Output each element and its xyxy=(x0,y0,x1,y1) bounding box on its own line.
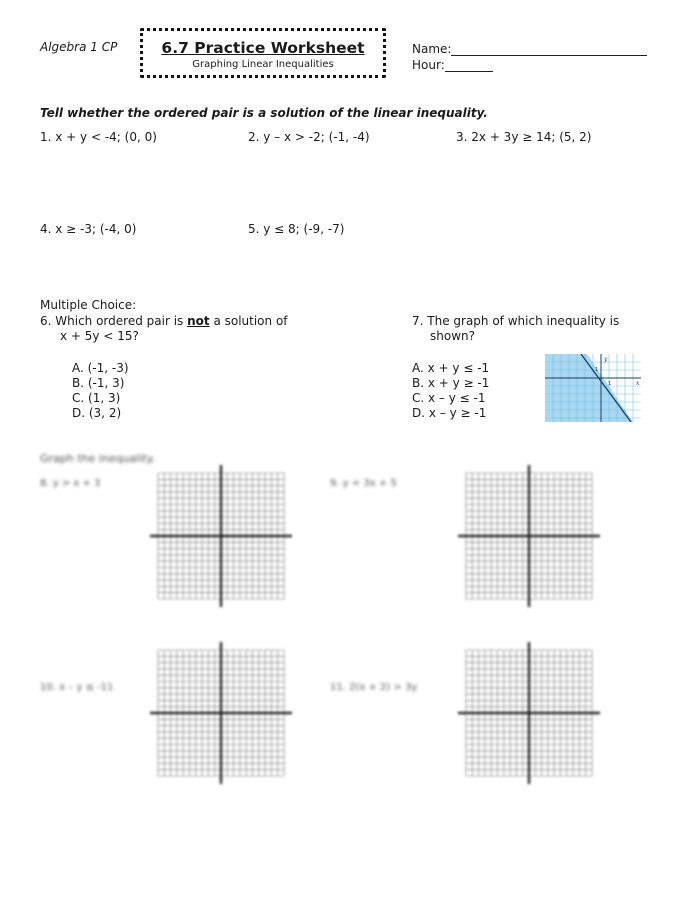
q6-text-post: a solution of xyxy=(209,314,288,328)
question-7-line2: shown? xyxy=(430,329,475,343)
q7-tick-1-y: 1 xyxy=(595,367,599,373)
q7-option-c[interactable]: C. x – y ≤ -1 xyxy=(412,391,486,405)
problem-8: 8. y > x + 3 xyxy=(40,478,101,489)
q7-y-label: y xyxy=(604,356,608,363)
hour-blank[interactable] xyxy=(445,59,493,72)
question-6-line2: x + 5y < 15? xyxy=(60,329,139,343)
q6-options xyxy=(72,361,129,421)
worksheet-subtitle: Graphing Linear Inequalities xyxy=(192,59,334,70)
name-blank[interactable] xyxy=(451,43,647,56)
section1-instruction: Tell whether the ordered pair is a solution of the linear inequality. xyxy=(40,106,488,120)
problem-9: 9. y < 3x + 5 xyxy=(330,478,397,489)
problem-3: 3. 2x + 3y ≥ 14; (5, 2) xyxy=(456,130,592,144)
multiple-choice-title: Multiple Choice: xyxy=(40,298,137,312)
question-7-line1: 7. The graph of which inequality is xyxy=(412,314,620,328)
q7-tick-1-x: 1 xyxy=(608,381,612,387)
q6-option-d[interactable]: D. (3, 2) xyxy=(72,406,122,420)
worksheet-title: 6.7 Practice Worksheet xyxy=(161,39,365,57)
name-label: Name: xyxy=(412,42,452,56)
q7-inequality-graph xyxy=(545,354,641,422)
q7-option-b[interactable]: B. x + y ≥ -1 xyxy=(412,376,490,390)
section2-instruction: Graph the inequality. xyxy=(40,452,156,465)
hour-label: Hour: xyxy=(412,58,445,72)
q6-option-a[interactable]: A. (-1, -3) xyxy=(72,361,129,375)
problem-1: 1. x + y < -4; (0, 0) xyxy=(40,130,157,144)
q6-text-pre: 6. Which ordered pair is xyxy=(40,314,188,328)
q7-option-a[interactable]: A. x + y ≤ -1 xyxy=(412,361,490,375)
problem-4: 4. x ≥ -3; (-4, 0) xyxy=(40,222,137,236)
question-6-line1 xyxy=(40,314,288,328)
q6-option-b[interactable]: B. (-1, 3) xyxy=(72,376,125,390)
problem-5: 5. y ≤ 8; (-9, -7) xyxy=(248,222,345,236)
q7-x-label: x xyxy=(636,380,640,387)
hour-field[interactable] xyxy=(412,58,493,72)
q7-option-d[interactable]: D. x – y ≥ -1 xyxy=(412,406,487,420)
problem-2: 2. y – x > -2; (-1, -4) xyxy=(248,130,370,144)
graph-grid-8[interactable] xyxy=(150,465,292,607)
q6-option-c[interactable]: C. (1, 3) xyxy=(72,391,121,405)
title-box xyxy=(140,28,386,78)
graph-grid-9[interactable] xyxy=(458,465,600,607)
problem-10: 10. x – y ≤ -11 xyxy=(40,682,114,693)
course-label: Algebra 1 CP xyxy=(40,40,118,54)
graph-grid-11[interactable] xyxy=(458,642,600,784)
q7-options xyxy=(412,361,489,421)
problem-11: 11. 2(x + 2) > 3y xyxy=(330,682,418,693)
name-field[interactable] xyxy=(412,42,647,56)
q6-not-emphasis: not xyxy=(187,314,210,328)
graph-grid-10[interactable] xyxy=(150,642,292,784)
